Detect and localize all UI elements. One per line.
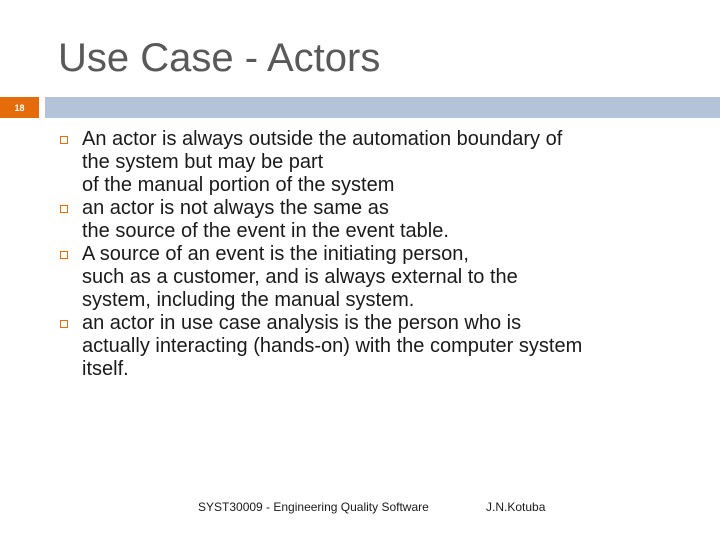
header-bar-strip bbox=[45, 97, 720, 118]
bullet-text: an actor is not always the same as the source of the event in the event table. bbox=[82, 197, 449, 242]
header-bar bbox=[0, 97, 720, 118]
bullet-list bbox=[60, 128, 710, 381]
bullet-item bbox=[60, 128, 710, 197]
square-bullet-icon bbox=[60, 205, 68, 213]
bullet-item bbox=[60, 243, 710, 312]
bullet-item bbox=[60, 197, 710, 243]
slide-number: 18 bbox=[0, 97, 39, 118]
slide-title: Use Case - Actors bbox=[58, 36, 381, 80]
bullet-text: An actor is always outside the automation boundary of the system but may be part of the manual portion of the system bbox=[82, 128, 563, 196]
square-bullet-icon bbox=[60, 251, 68, 259]
bullet-text: an actor in use case analysis is the person who is actually interacting (hands-on) with the computer system itself. bbox=[82, 312, 583, 380]
bullet-text: A source of an event is the initiating person, such as a customer, and is always external to the system, including the manual system. bbox=[82, 243, 518, 311]
square-bullet-icon bbox=[60, 136, 68, 144]
square-bullet-icon bbox=[60, 320, 68, 328]
footer-author: J.N.Kotuba bbox=[486, 500, 546, 514]
footer-course: SYST30009 - Engineering Quality Software bbox=[198, 500, 429, 514]
bullet-item bbox=[60, 312, 710, 381]
